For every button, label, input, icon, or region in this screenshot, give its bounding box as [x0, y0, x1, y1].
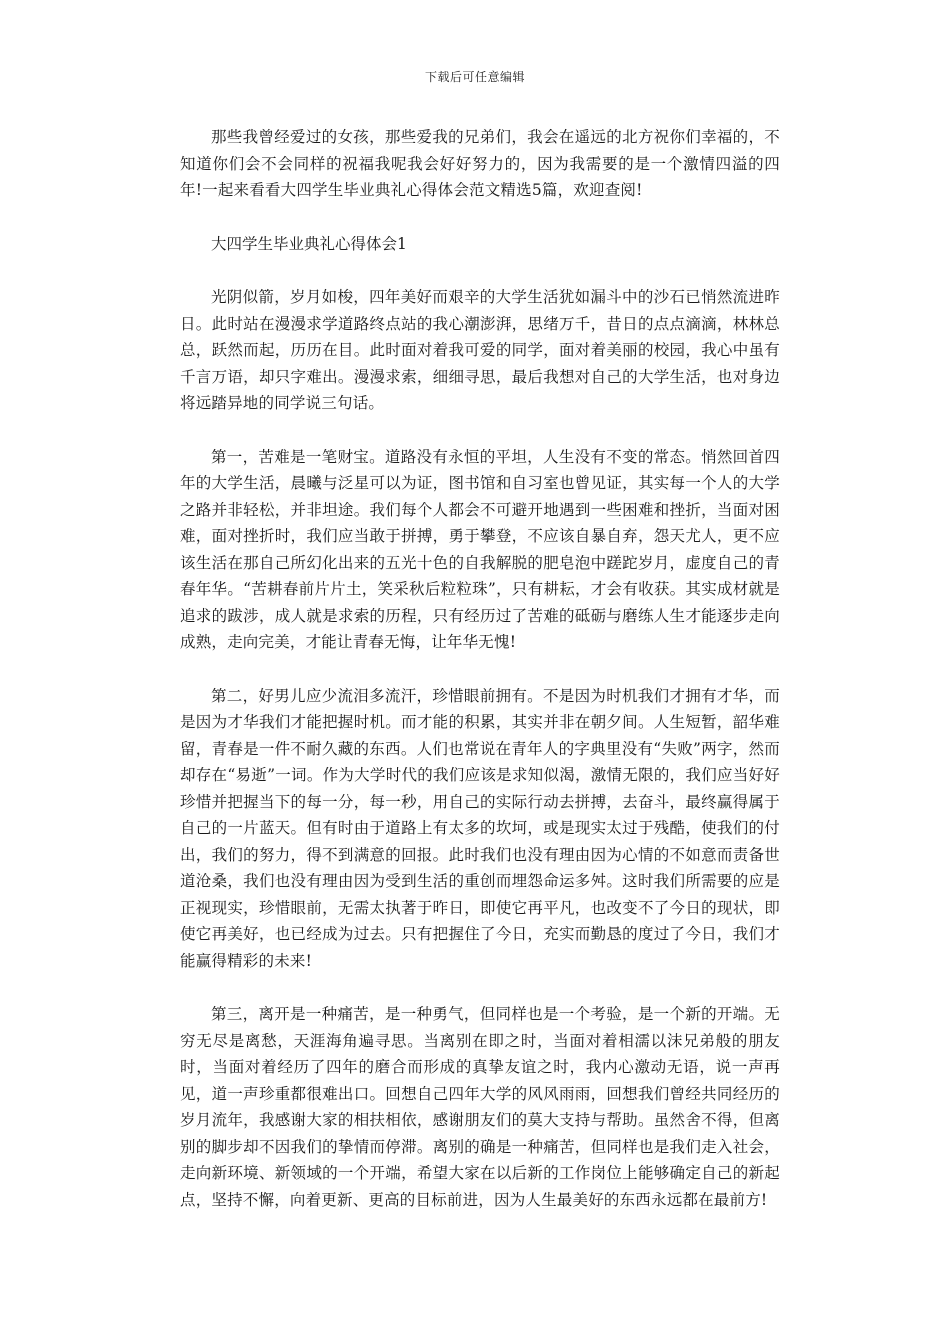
body-paragraph-3: 第二，好男儿应少流泪多流汗，珍惜眼前拥有。不是因为时机我们才拥有才华，而是因为才华我们才能把握时机。而才能的积累，其实并非在朝夕间。人生短暂，韶华难留，青春是一件不耐久藏的东西。人们也常说在青年人的字典里没有“失败”两字，然而却存在“易逝”一词。作为大学时代的我们应该是求知似渴，激情无限的，我们应当好好珍惜并把握当下的每一分，每一秒，用自己的实际行动去拼搏，去奋斗，最终赢得属于自己的一片蓝天。但有时由于道路上有太多的坎坷，或是现实太过于残酷，使我们的付出，我们的努力，得不到满意的回报。此时我们也没有理由因为心情的不如意而责备世道沧桑，我们也没有理由因为受到生活的重创而埋怨命运多舛。这时我们所需要的应是正视现实，珍惜眼前，无需太执著于昨日，即使它再平凡，也改变不了今日的现状，即使它再美好，也已经成为过去。只有把握住了今日，充实而勤恳的度过了今日，我们才能赢得精彩的未来! [180, 686, 780, 970]
download-note: 下载后可任意编辑 [424, 70, 525, 84]
body-paragraph-4: 第三，离开是一种痛苦，是一种勇气，但同样也是一个考验，是一个新的开端。无穷无尽是离愁，天涯海角遍寻思。当离别在即之时，当面对着相濡以沫兄弟般的朋友时，当面对着经历了四年的磨合而形成的真挚友谊之时，我内心激动无语，说一声再见，道一声珍重都很难出口。回想自己四年大学的风风雨雨，回想我们曾经共同经历的岁月流年，我感谢大家的相扶相依，感谢朋友们的莫大支持与帮助。虽然舍不得，但离别的脚步却不因我们的挚情而停滞。离别的确是一种痛苦，但同样也是我们走入社会，走向新环境、新领域的一个开端，希望大家在以后新的工作岗位上能够确定自己的新起点，坚持不懈，向着更新、更高的目标前进，因为人生最美好的东西永远都在最前方! [180, 1005, 780, 1209]
body-paragraph-1: 光阴似箭，岁月如梭，四年美好而艰辛的大学生活犹如漏斗中的沙石已悄然流进昨日。此时站在漫漫求学道路终点站的我心潮澎湃，思绪万千，昔日的点点滴滴，林林总总，跃然而起，历历在目。此时面对着我可爱的同学，面对着美丽的校园，我心中虽有千言万语，却只字难出。漫漫求索，细细寻思，最后我想对自己的大学生活，也对身边将远踏异地的同学说三句话。 [180, 288, 780, 412]
intro-paragraph: 那些我曾经爱过的女孩，那些爱我的兄弟们，我会在遥远的北方祝你们幸福的，不知道你们会不会同样的祝福我呢我会好好努力的，因为我需要的是一个激情四溢的四年!一起来看看大四学生毕业典礼心得体会范文精选5篇，欢迎查阅! [180, 128, 780, 199]
document-body [180, 124, 780, 1213]
section-title: 大四学生毕业典礼心得体会1 [211, 234, 407, 253]
body-paragraph-2: 第一，苦难是一笔财宝。道路没有永恒的平坦，人生没有不变的常态。悄然回首四年的大学生活，晨曦与泛星可以为证，图书馆和自习室也曾见证，其实每一个人的大学之路并非轻松，并非坦途。我们每个人都会不可避开地遇到一些困难和挫折，当面对困难，面对挫折时，我们应当敢于拼搏，勇于攀登，不应该自暴自弃，怨天尤人，更不应该生活在那自己所幻化出来的五光十色的自我解脱的肥皂泡中蹉跎岁月，虚度自己的青春年华。“苦耕春前片片土，笑采秋后粒粒珠”，只有耕耘，才会有收获。其实成材就是追求的跋涉，成人就是求索的历程，只有经历过了苦难的砥砺与磨练人生才能逐步走向成熟，走向完美，才能让青春无悔，让年华无愧! [180, 447, 780, 651]
